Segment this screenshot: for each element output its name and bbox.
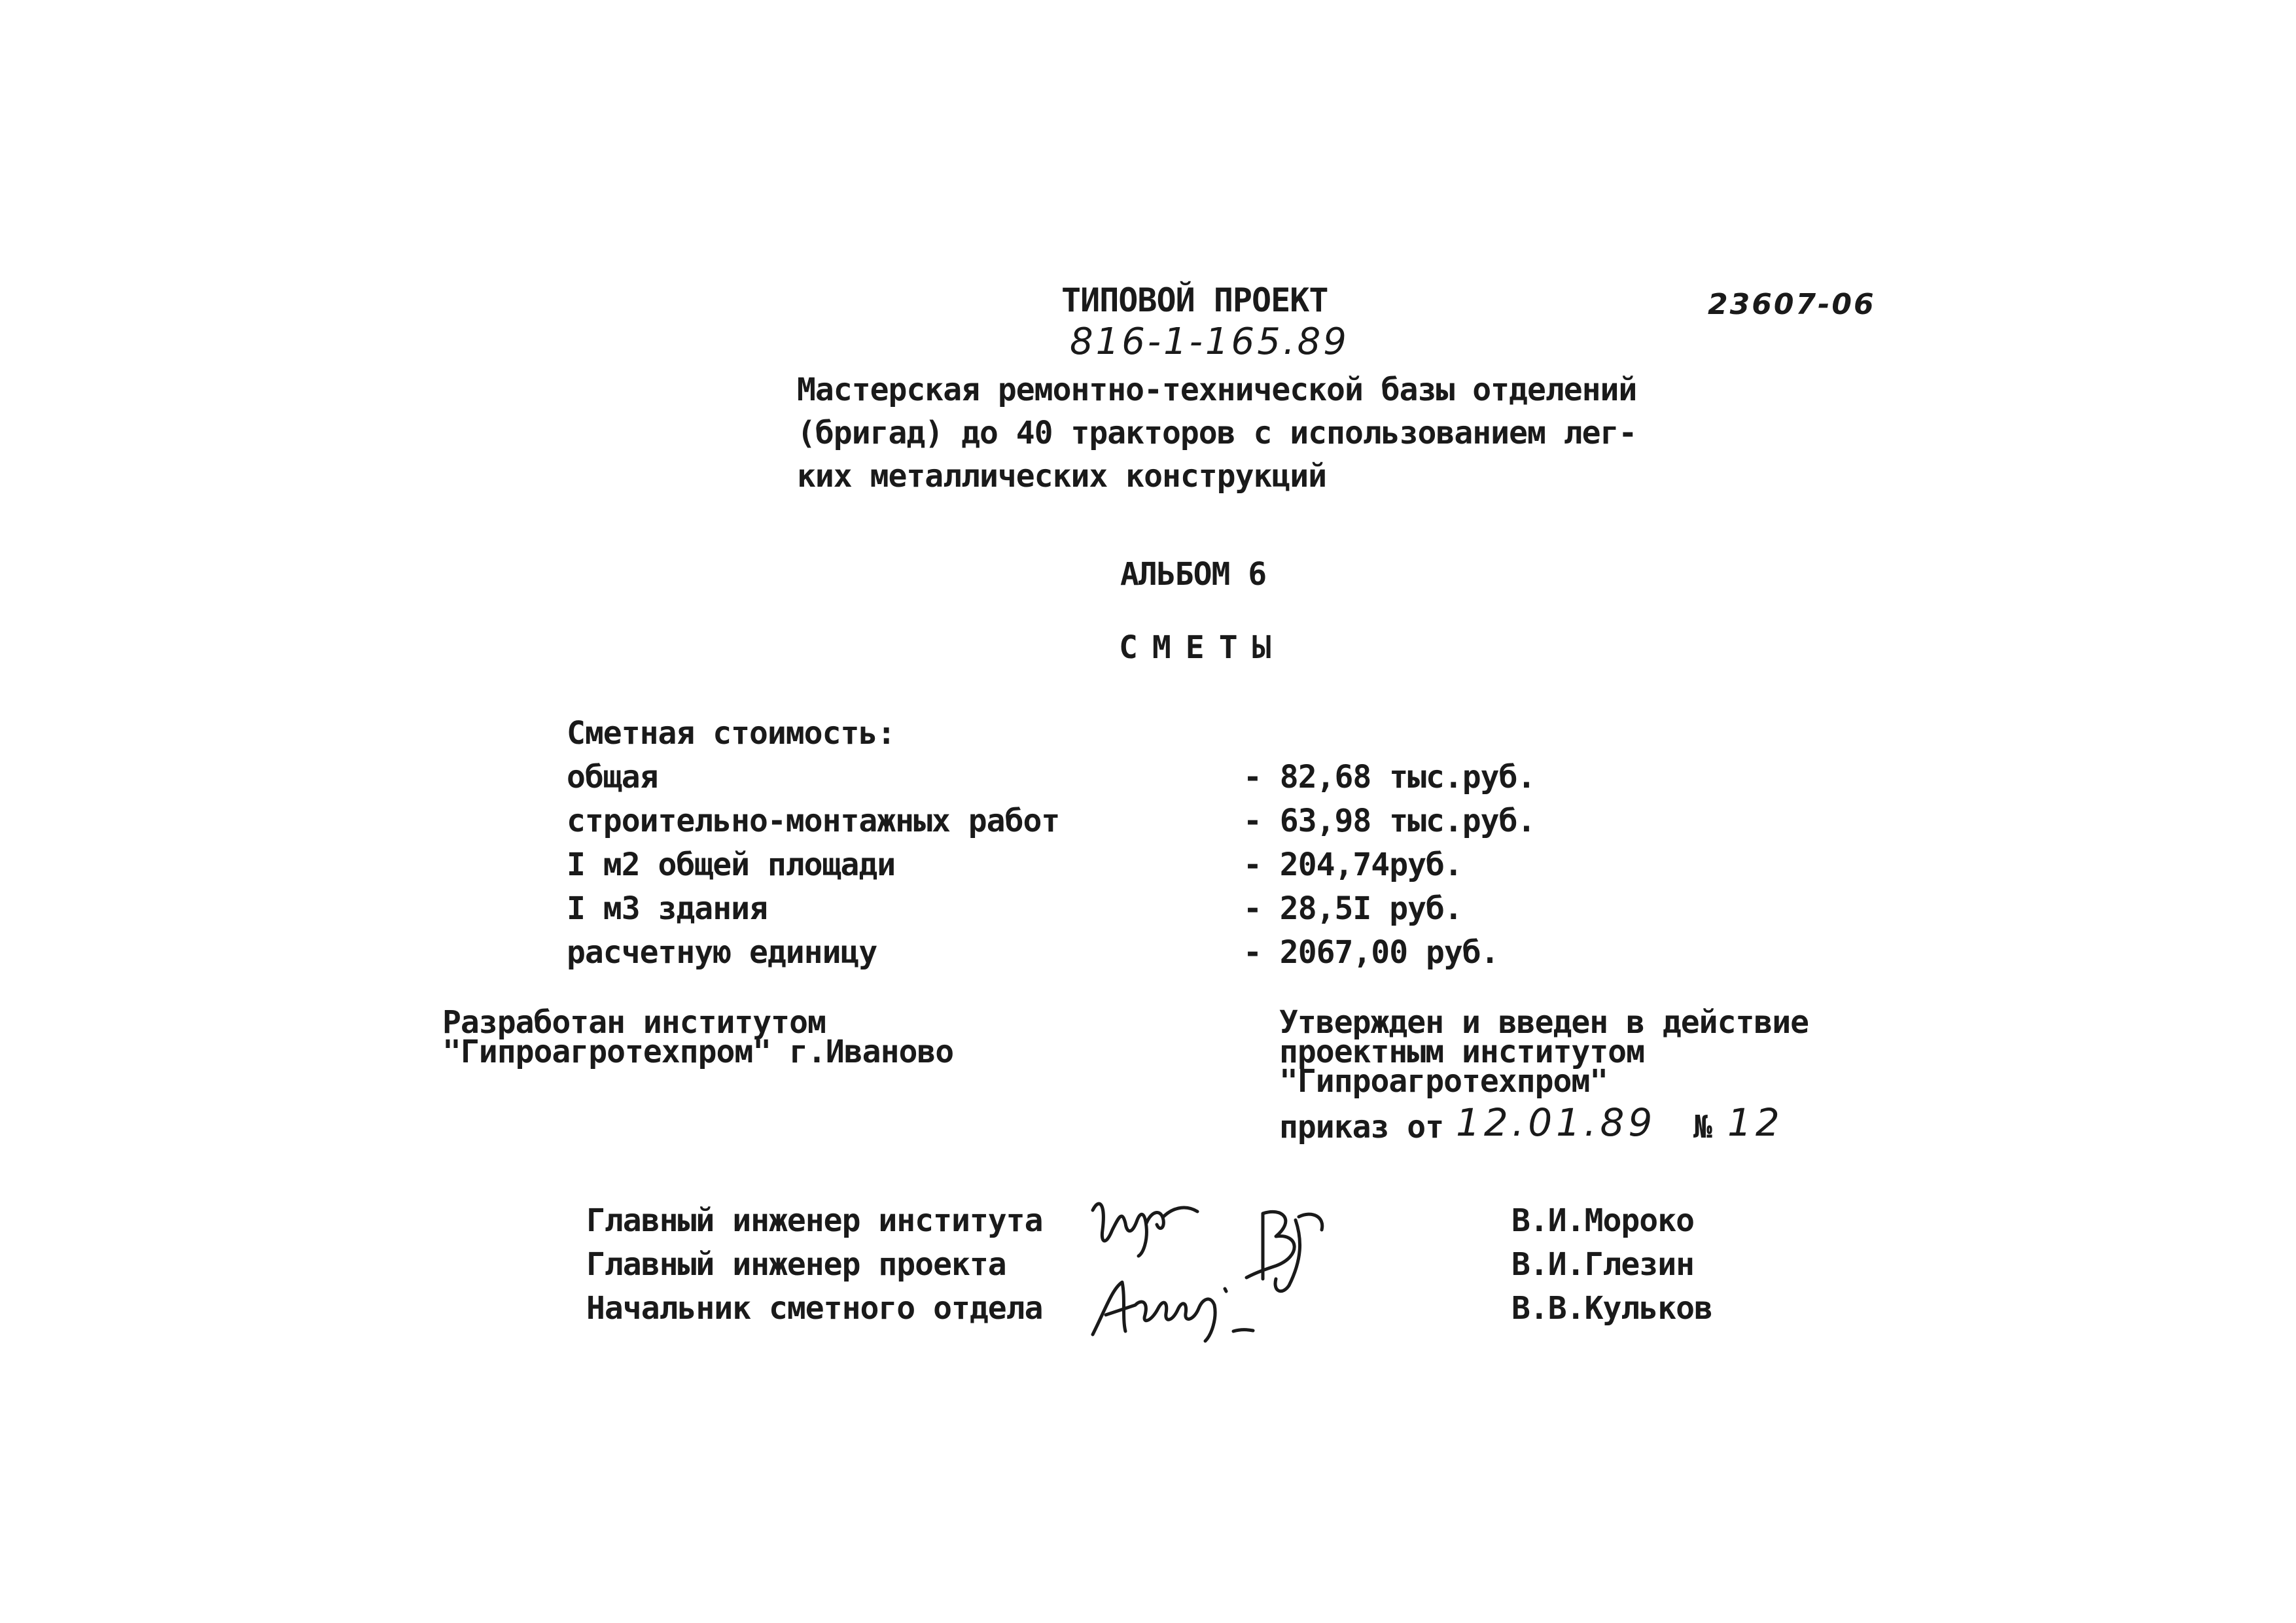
section-title: СМЕТЫ — [1119, 629, 1286, 666]
signatory-position: Главный инженер института — [586, 1202, 1043, 1239]
approval-line-3: "Гипроагротехпром" — [1279, 1063, 1608, 1100]
cost-row-label: расчетную единицу — [567, 934, 877, 971]
order-date: 12.01.89 — [1456, 1100, 1657, 1145]
approval-line-2: проектным институтом — [1279, 1034, 1644, 1070]
cost-row-label: I м2 общей площади — [567, 846, 896, 883]
signatory-position: Начальник сметного отдела — [586, 1290, 1043, 1327]
cost-row-label: строительно-монтажных работ — [567, 803, 1060, 839]
project-title-line-3: ких металлических конструкций — [797, 458, 1327, 495]
developer-line-1: Разработан институтом — [442, 1004, 826, 1041]
document-number: 23607-06 — [1708, 288, 1876, 321]
project-title-line-2: (бригад) до 40 тракторов с использованием лег- — [797, 415, 1637, 451]
cost-row-value: - 63,98 тыс.руб. — [1243, 803, 1536, 839]
cost-row-value: - 28,5I руб. — [1243, 890, 1462, 927]
project-type-heading: ТИПОВОЙ ПРОЕКТ — [1061, 281, 1328, 319]
album-label: АЛЬБОМ 6 — [1120, 556, 1267, 593]
signature-chief-engineer-institute — [1086, 1191, 1204, 1263]
order-number-label: № — [1693, 1109, 1712, 1145]
order-label: приказ от — [1279, 1109, 1444, 1145]
signatory-name: В.И.Глезин — [1511, 1246, 1694, 1283]
signature-head-estimate-department — [1086, 1269, 1282, 1348]
approval-line-1: Утвержден и введен в действие — [1279, 1004, 1809, 1041]
project-title-line-1: Мастерская ремонтно-технической базы отделений — [797, 372, 1637, 408]
project-code: 816-1-165.89 — [1070, 321, 1349, 363]
signatory-name: В.И.Мороко — [1511, 1202, 1694, 1239]
developer-line-2: "Гипроагротехпром" г.Иваново — [442, 1034, 954, 1070]
cost-row-value: - 204,74руб. — [1243, 846, 1462, 883]
cost-row-label: I м3 здания — [567, 890, 768, 927]
cost-row-label: общая — [567, 759, 658, 795]
cost-row-value: - 82,68 тыс.руб. — [1243, 759, 1536, 795]
cost-heading: Сметная стоимость: — [567, 715, 896, 752]
signatory-name: В.В.Кульков — [1511, 1290, 1712, 1327]
signatory-position: Главный инженер проекта — [586, 1246, 1006, 1283]
order-number: 12 — [1727, 1100, 1784, 1145]
cost-row-value: - 2067,00 руб. — [1243, 934, 1499, 971]
